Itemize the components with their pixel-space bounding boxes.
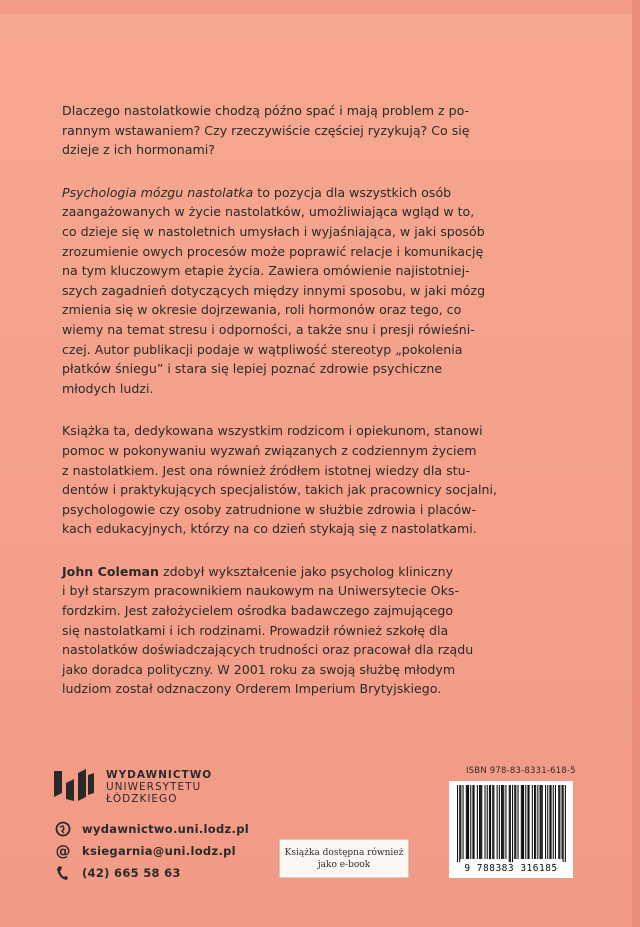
text-line: pomoc w pokonywaniu wyzwań związanych z codziennym życiem bbox=[62, 442, 477, 458]
barcode-bar bbox=[466, 785, 467, 859]
text-fragment: zdobył wykształcenie jako psycholog kliniczny bbox=[159, 563, 454, 579]
cover-top-edge bbox=[0, 0, 640, 14]
barcode-bar bbox=[523, 785, 524, 859]
paragraph-audience bbox=[62, 421, 498, 539]
contact-email[interactable] bbox=[54, 840, 249, 862]
text-line: czej. Autor publikacji podaje w wątpliwość stereotyp „pokolenia bbox=[62, 341, 463, 357]
barcode-bar bbox=[492, 785, 493, 859]
barcode-bar bbox=[521, 785, 522, 859]
barcode-bar bbox=[460, 785, 461, 859]
barcode-bar bbox=[551, 785, 552, 859]
text-line: psychologowie czy osoby zatrudnione w służbie zdrowia i placów- bbox=[62, 501, 477, 517]
barcode-bar bbox=[563, 785, 564, 865]
text-line bbox=[62, 562, 472, 582]
barcode-bar bbox=[467, 785, 468, 859]
barcode-bar bbox=[512, 785, 513, 865]
text-line: wiemy na temat stresu i odporności, a także snu i presji rówieśni- bbox=[62, 321, 475, 337]
barcode-bar bbox=[457, 785, 458, 865]
website-link[interactable]: wydawnictwo.uni.lodz.pl bbox=[82, 822, 249, 836]
text-line: płatków śniegu” i stara się lepiej poznać zdrowie psychiczne bbox=[62, 361, 443, 377]
barcode-bar bbox=[542, 785, 543, 859]
barcode-bar bbox=[540, 785, 541, 859]
barcode-bar bbox=[553, 785, 554, 859]
barcode-bar bbox=[562, 785, 563, 859]
barcode-bar bbox=[490, 785, 491, 859]
barcode-bar bbox=[535, 785, 536, 859]
barcode-bar bbox=[522, 785, 523, 859]
barcode-bar bbox=[545, 785, 546, 859]
text-line: zrozumienie owych procesów może poprawić relacje i komunikację bbox=[62, 243, 484, 259]
text-line: jako doradca polityczny. W 2001 roku za swoją służbę młodym bbox=[62, 661, 456, 677]
barcode-bar bbox=[499, 785, 500, 859]
barcode-bar bbox=[515, 785, 516, 859]
barcode-bar bbox=[525, 785, 526, 859]
text-line: zaangażowanych w życie nastolatków, umożliwiająca wgląd w to, bbox=[62, 204, 475, 220]
barcode-bar bbox=[537, 785, 538, 859]
barcode-bar bbox=[463, 785, 464, 859]
phone-number[interactable]: (42) 665 58 63 bbox=[82, 866, 181, 880]
text-line: na tym kluczowym etapie życia. Zawiera omówienie najistotniej- bbox=[62, 263, 470, 279]
publisher-line: UNIWERSYTETU bbox=[106, 781, 202, 793]
barcode-bar bbox=[534, 785, 535, 859]
barcode-bar bbox=[547, 785, 548, 859]
barcode-bar bbox=[493, 785, 494, 859]
wul-logo-icon bbox=[52, 767, 96, 803]
barcode-bar bbox=[518, 785, 519, 859]
text-line: kach edukacyjnych, którzy na co dzień stykają się z nastolatkami. bbox=[62, 521, 477, 537]
barcode-bar bbox=[480, 785, 481, 859]
text-line: rannym wstawaniem? Czy rzeczywiście częściej ryzykują? Co się bbox=[62, 122, 470, 138]
publisher-line: WYDAWNICTWO bbox=[106, 769, 213, 781]
contact-phone[interactable] bbox=[54, 862, 249, 884]
email-link[interactable]: ksiegarnia@uni.lodz.pl bbox=[82, 844, 236, 858]
ebook-line: Książka dostępna również bbox=[284, 847, 404, 858]
text-fragment: to pozycja dla wszystkich osób bbox=[253, 184, 452, 200]
barcode-bar bbox=[503, 785, 504, 859]
barcode-bar bbox=[502, 785, 503, 859]
barcode-bar bbox=[558, 785, 559, 859]
paragraph-author-bio bbox=[62, 562, 472, 699]
barcode-bar bbox=[527, 785, 528, 859]
barcode-digits: 9 788383 316185 bbox=[449, 862, 573, 876]
at-sign-icon: @ bbox=[55, 842, 71, 860]
phone-icon bbox=[54, 864, 72, 882]
publisher-contacts bbox=[54, 818, 249, 884]
paragraph-book-description bbox=[62, 183, 486, 399]
barcode-bar bbox=[470, 785, 471, 859]
barcode-bar bbox=[472, 785, 473, 859]
ebook-availability-sticker bbox=[279, 839, 409, 878]
text-line: się nastolatkami i ich rodzinami. Prowadził również szkołę dla bbox=[62, 622, 449, 638]
contact-website[interactable] bbox=[54, 818, 249, 840]
barcode-bar bbox=[549, 785, 550, 859]
barcode-bar bbox=[459, 785, 460, 865]
barcode-bar bbox=[509, 785, 510, 865]
publisher-name bbox=[106, 769, 212, 805]
book-title-italic: Psychologia mózgu nastolatka bbox=[62, 184, 254, 200]
text-line: fordzkim. Jest założycielem ośrodka badawczego zajmującego bbox=[62, 603, 454, 619]
text-line: dzieje z ich hormonami? bbox=[62, 142, 215, 158]
text-line: szych zagadnień dotyczących między innymi sposobu, w jaki mózg bbox=[62, 282, 486, 298]
text-line: dentów i praktykujących specjalistów, takich jak pracownicy socjalni, bbox=[62, 482, 498, 498]
text-line: młodych ludzi. bbox=[62, 380, 154, 396]
barcode-bar bbox=[529, 785, 530, 859]
barcode-bar bbox=[510, 785, 511, 865]
barcode-bar bbox=[489, 785, 490, 859]
text-line: i był starszym pracownikiem naukowym na Uniwersytecie Oks- bbox=[62, 583, 459, 599]
paragraph-intro-questions bbox=[62, 101, 472, 160]
barcode-bar bbox=[541, 785, 542, 859]
barcode-bar bbox=[487, 785, 488, 859]
barcode-bar bbox=[481, 785, 482, 859]
barcode-bar bbox=[485, 785, 486, 859]
globe-icon bbox=[54, 820, 72, 838]
barcode-bar bbox=[532, 785, 533, 859]
ebook-line: jako e-book bbox=[317, 859, 371, 870]
text-line: nastolatków doświadczających trudności oraz pracował dla rządu bbox=[62, 642, 474, 658]
text-line: ludziom został odznaczony Orderem Imperium Brytyjskiego. bbox=[62, 681, 442, 697]
publisher-line: ŁÓDZKIEGO bbox=[106, 793, 178, 805]
barcode-bar bbox=[477, 785, 478, 859]
text-line: Dlaczego nastolatkowie chodzą późno spać i mają problem z po- bbox=[62, 103, 470, 118]
barcode-bar bbox=[479, 785, 480, 859]
cover-right-edge bbox=[632, 0, 640, 927]
barcode-bar bbox=[501, 785, 502, 859]
text-line: Książka ta, dedykowana wszystkim rodzicom i opiekunom, stanowi bbox=[62, 423, 483, 439]
barcode-bar bbox=[505, 785, 506, 859]
barcode-bar bbox=[565, 785, 566, 865]
barcode-bar bbox=[559, 785, 560, 859]
barcode-bar bbox=[497, 785, 498, 859]
barcode-bar bbox=[468, 785, 469, 859]
text-line: z nastolatkiem. Jest ona również źródłem istotnej wiedzy dla stu- bbox=[62, 462, 471, 478]
barcode-bar bbox=[555, 785, 556, 859]
text-line: zmienia się w okresie dojrzewania, roli hormonów oraz tego, co bbox=[62, 302, 462, 318]
barcode-bar bbox=[514, 785, 515, 859]
author-name: John Coleman bbox=[62, 563, 159, 579]
text-line bbox=[62, 183, 472, 203]
isbn-label: ISBN 978-83-8331-618-5 bbox=[466, 766, 576, 776]
blurb-text bbox=[62, 101, 498, 722]
barcode-bar bbox=[474, 785, 475, 859]
text-line: co dzieje się w nastoletnich umysłach i wyjaśniająca, w jaki sposób bbox=[62, 223, 485, 239]
